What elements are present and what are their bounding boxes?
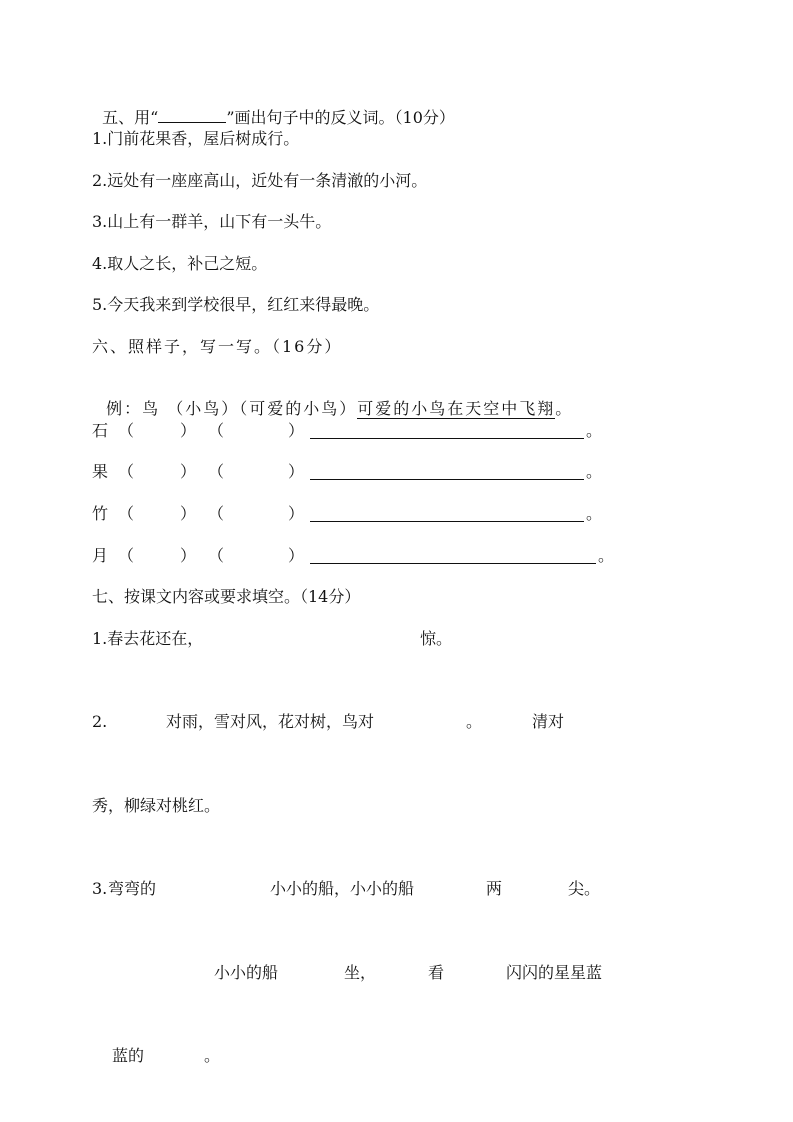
answer-line[interactable] xyxy=(310,521,584,522)
paren-open: （ xyxy=(208,504,225,523)
paren-close: ） xyxy=(288,504,305,523)
paren-close: ） xyxy=(288,546,305,565)
paren-open: （ xyxy=(118,546,135,565)
section5-item-5: 5.今天我来到学校很早，红红来得最晚。 xyxy=(92,295,380,314)
paren-close: ） xyxy=(288,462,305,481)
q3-part-h: 闪闪的星星蓝 xyxy=(506,963,603,982)
paren-close: ） xyxy=(180,462,197,481)
paren-close: ） xyxy=(180,421,197,440)
q3-part-g: 看 xyxy=(428,963,445,982)
paren-close: ） xyxy=(180,546,197,565)
paren-close: ） xyxy=(180,504,197,523)
q3-part-f: 坐， xyxy=(344,963,377,982)
row-end-mark: 。 xyxy=(586,462,603,481)
section6-row-char: 竹 xyxy=(92,504,109,523)
section6-row-char: 月 xyxy=(92,546,109,565)
paren-open: （ xyxy=(118,462,135,481)
q3-part-i: 蓝的 xyxy=(112,1046,145,1065)
section5-item-3: 3.山上有一群羊，山下有一头牛。 xyxy=(92,212,332,231)
q2-part-b: 。 xyxy=(466,712,483,731)
row-end-mark: 。 xyxy=(586,504,603,523)
paren-open: （ xyxy=(118,504,135,523)
section5-heading-post: ”画出句子中的反义词。（10分） xyxy=(226,108,455,127)
section5-heading xyxy=(92,88,455,128)
q1-part-b: 惊。 xyxy=(420,629,453,648)
answer-line[interactable] xyxy=(310,479,584,480)
section6-row-char: 果 xyxy=(92,462,109,481)
example-sentence: 可爱的小鸟在天空中飞翔 xyxy=(357,399,556,418)
paren-open: （ xyxy=(118,421,135,440)
example-end: 。 xyxy=(555,399,574,418)
section5-item-1: 1.门前花果香，屋后树成行。 xyxy=(92,129,300,148)
paren-close: ） xyxy=(288,421,305,440)
section5-heading-pre: 五、用“ xyxy=(102,108,159,127)
q3-part-e: 小小的船 xyxy=(214,963,279,982)
section5-item-4: 4.取人之长，补己之短。 xyxy=(92,254,268,273)
q2-part-a: 对雨，雪对风，花对树，鸟对 xyxy=(166,712,375,731)
answer-line[interactable] xyxy=(310,438,584,439)
row-end-mark: 。 xyxy=(586,421,603,440)
section7-heading: 七、按课文内容或要求填空。（14分） xyxy=(92,587,361,606)
q2-part-c: 清对 xyxy=(532,712,565,731)
q3-part-a: 弯弯的 xyxy=(108,879,157,898)
q2-part-d: 秀，柳绿对桃红。 xyxy=(92,796,221,815)
answer-line[interactable] xyxy=(310,563,596,564)
q1-part-a: 1.春去花还在， xyxy=(92,629,204,648)
section6-heading: 六、照样子，写一写。（16分） xyxy=(92,337,343,356)
q3-part-d: 尖。 xyxy=(568,879,601,898)
paren-open: （ xyxy=(208,546,225,565)
answer-blank[interactable] xyxy=(158,108,226,123)
section5-item-2: 2.远处有一座座高山，近处有一条清澈的小河。 xyxy=(92,171,428,190)
row-end-mark: 。 xyxy=(598,546,615,565)
q3-part-b: 小小的船，小小的船 xyxy=(270,879,415,898)
paren-open: （ xyxy=(208,421,225,440)
q3-part-c: 两 xyxy=(486,879,503,898)
section6-row-char: 石 xyxy=(92,421,109,440)
section6-example xyxy=(92,379,573,419)
q3-part-j: 。 xyxy=(204,1046,221,1065)
q3-number: 3. xyxy=(92,879,108,898)
q2-number: 2. xyxy=(92,712,108,731)
paren-open: （ xyxy=(208,462,225,481)
example-prefix: 例：鸟 （小鸟）（可爱的小鸟） xyxy=(106,399,358,418)
